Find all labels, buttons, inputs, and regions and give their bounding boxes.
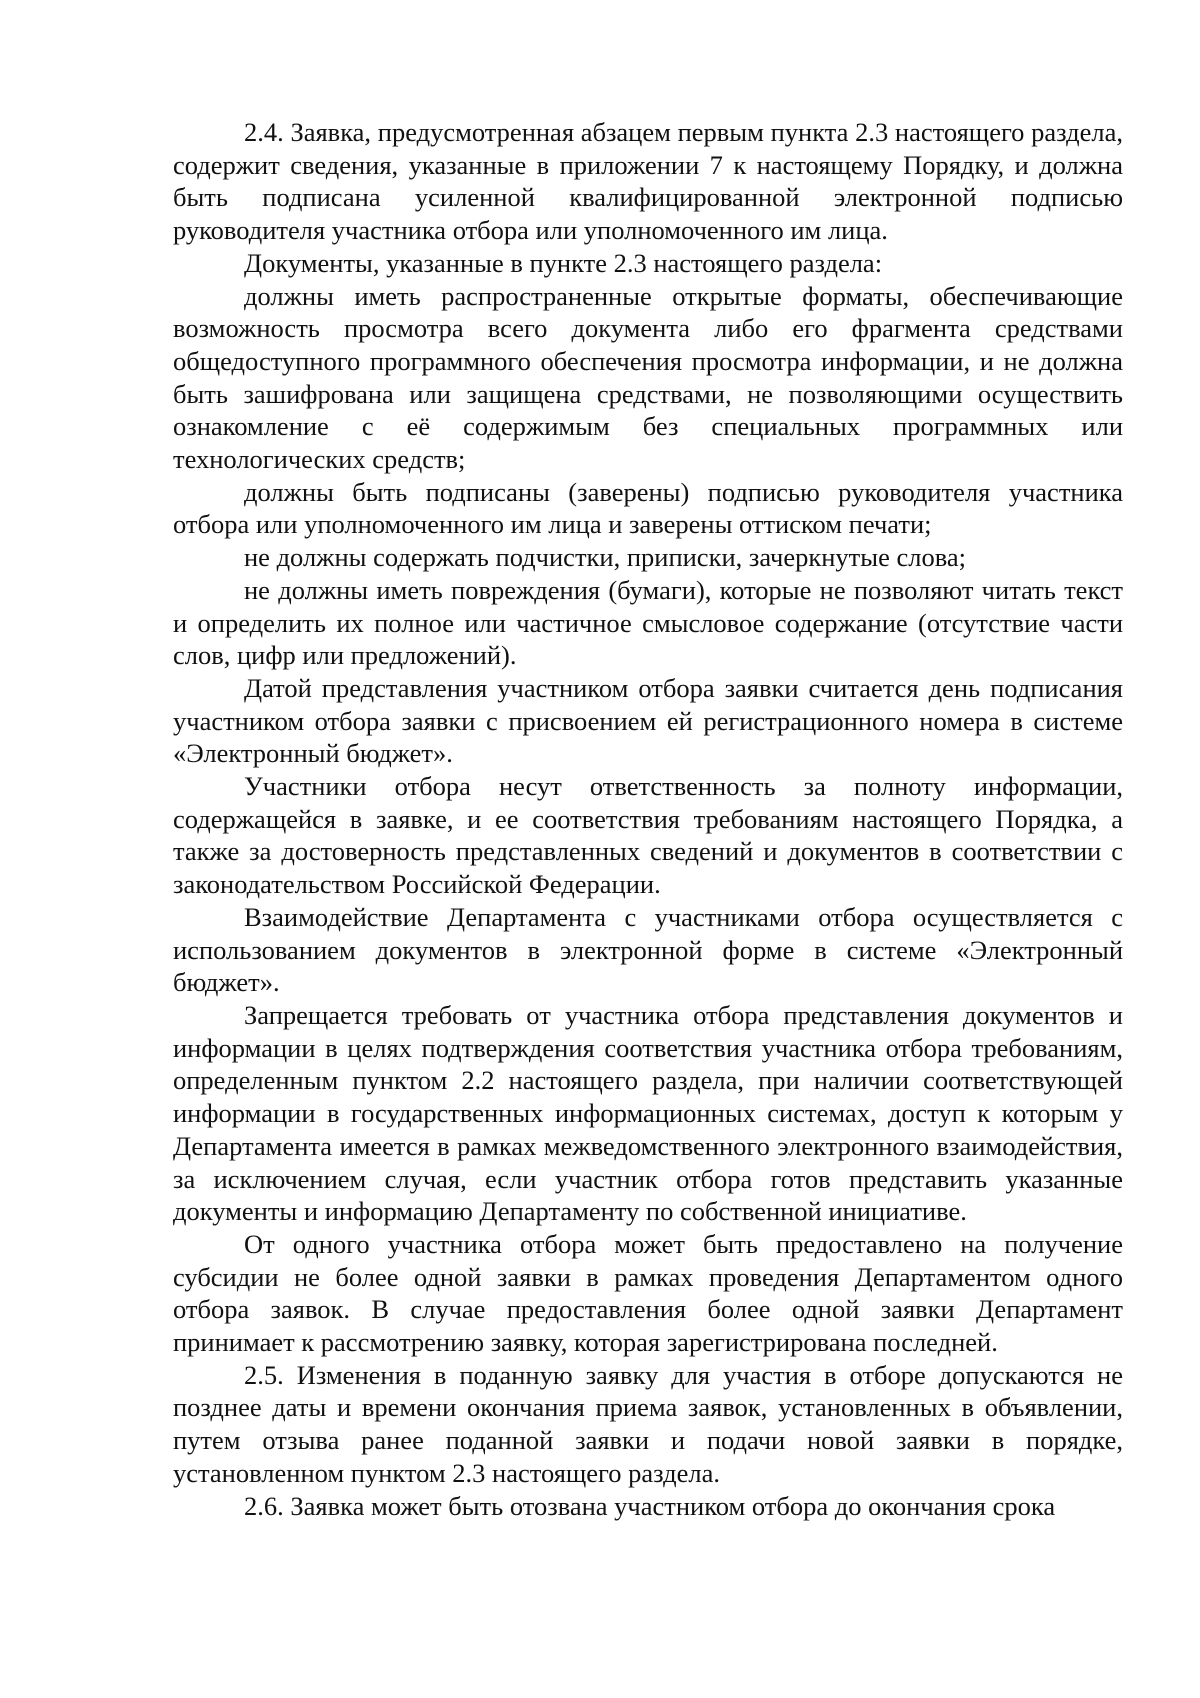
document-body: [173, 116, 1123, 1522]
paragraph-prohibition: Запрещается требовать от участника отбора представления документов и информации в целях подтверждения соответствия участника отбора требованиям, определенным пунктом 2.2 настоящего раздела, при наличии соответствующей информации в государственных информационных системах, доступ к которым у Департамента имеется в рамках межведомственного электронного взаимодействия, за исключением случая, если участник отбора готов представить указанные документы и информацию Департаменту по собственной инициативе.: [173, 999, 1123, 1227]
paragraph-2-5: 2.5. Изменения в поданную заявку для участия в отборе допускаются не позднее даты и времени окончания приема заявок, установленных в объявлении, путем отзыва ранее поданной заявки и подачи новой заявки в порядке, установленном пунктом 2.3 настоящего раздела.: [173, 1359, 1123, 1488]
paragraph-2-4: 2.4. Заявка, предусмотренная абзацем первым пункта 2.3 настоящего раздела, содержит сведения, указанные в приложении 7 к настоящему Порядку, и должна быть подписана усиленной квалифицированной электронной подписью руководителя участника отбора или уполномоченного им лица.: [173, 117, 1123, 246]
paragraph-no-damage: не должны иметь повреждения (бумаги), которые не позволяют читать текст и определить их полное или частичное смысловое содержание (отсутствие части слов, цифр или предложений).: [173, 574, 1123, 671]
paragraph-responsibility: Участники отбора несут ответственность за полноту информации, содержащейся в заявке, и ее соответствия требованиям настоящего Порядка, а также за достоверность представленных сведений и документов в соответствии с законодательством Российской Федерации.: [173, 771, 1123, 900]
paragraph-interaction: Взаимодействие Департамента с участниками отбора осуществляется с использованием документов в электронной форме в системе «Электронный бюджет».: [173, 901, 1123, 998]
paragraph-formats: должны иметь распространенные открытые форматы, обеспечивающие возможность просмотра всего документа либо его фрагмента средствами общедоступного программного обеспечения просмотра информации, и не должна быть зашифрована или защищена средствами, не позволяющими осуществить ознакомление с её содержимым без специальных программных или технологических средств;: [173, 280, 1123, 475]
paragraph-one-application: От одного участника отбора может быть предоставлено на получение субсидии не более одной заявки в рамках проведения Департаментом одного отбора заявок. В случае предоставления более одной заявки Департамент принимает к рассмотрению заявку, которая зарегистрирована последней.: [173, 1228, 1123, 1358]
paragraph-submission-date: Датой представления участником отбора заявки считается день подписания участником отбора заявки с присвоением ей регистрационного номера в системе «Электронный бюджет».: [173, 672, 1123, 769]
paragraph-no-erasures: не должны содержать подчистки, приписки, зачеркнутые слова;: [244, 542, 966, 573]
paragraph-documents-intro: Документы, указанные в пункте 2.3 настоящего раздела:: [244, 247, 883, 278]
paragraph-signed: должны быть подписаны (заверены) подписью руководителя участника отбора или уполномоченного им лица и заверены оттиском печати;: [173, 476, 1123, 540]
paragraph-2-6: 2.6. Заявка может быть отозвана участником отбора до окончания срока: [244, 1490, 1056, 1521]
